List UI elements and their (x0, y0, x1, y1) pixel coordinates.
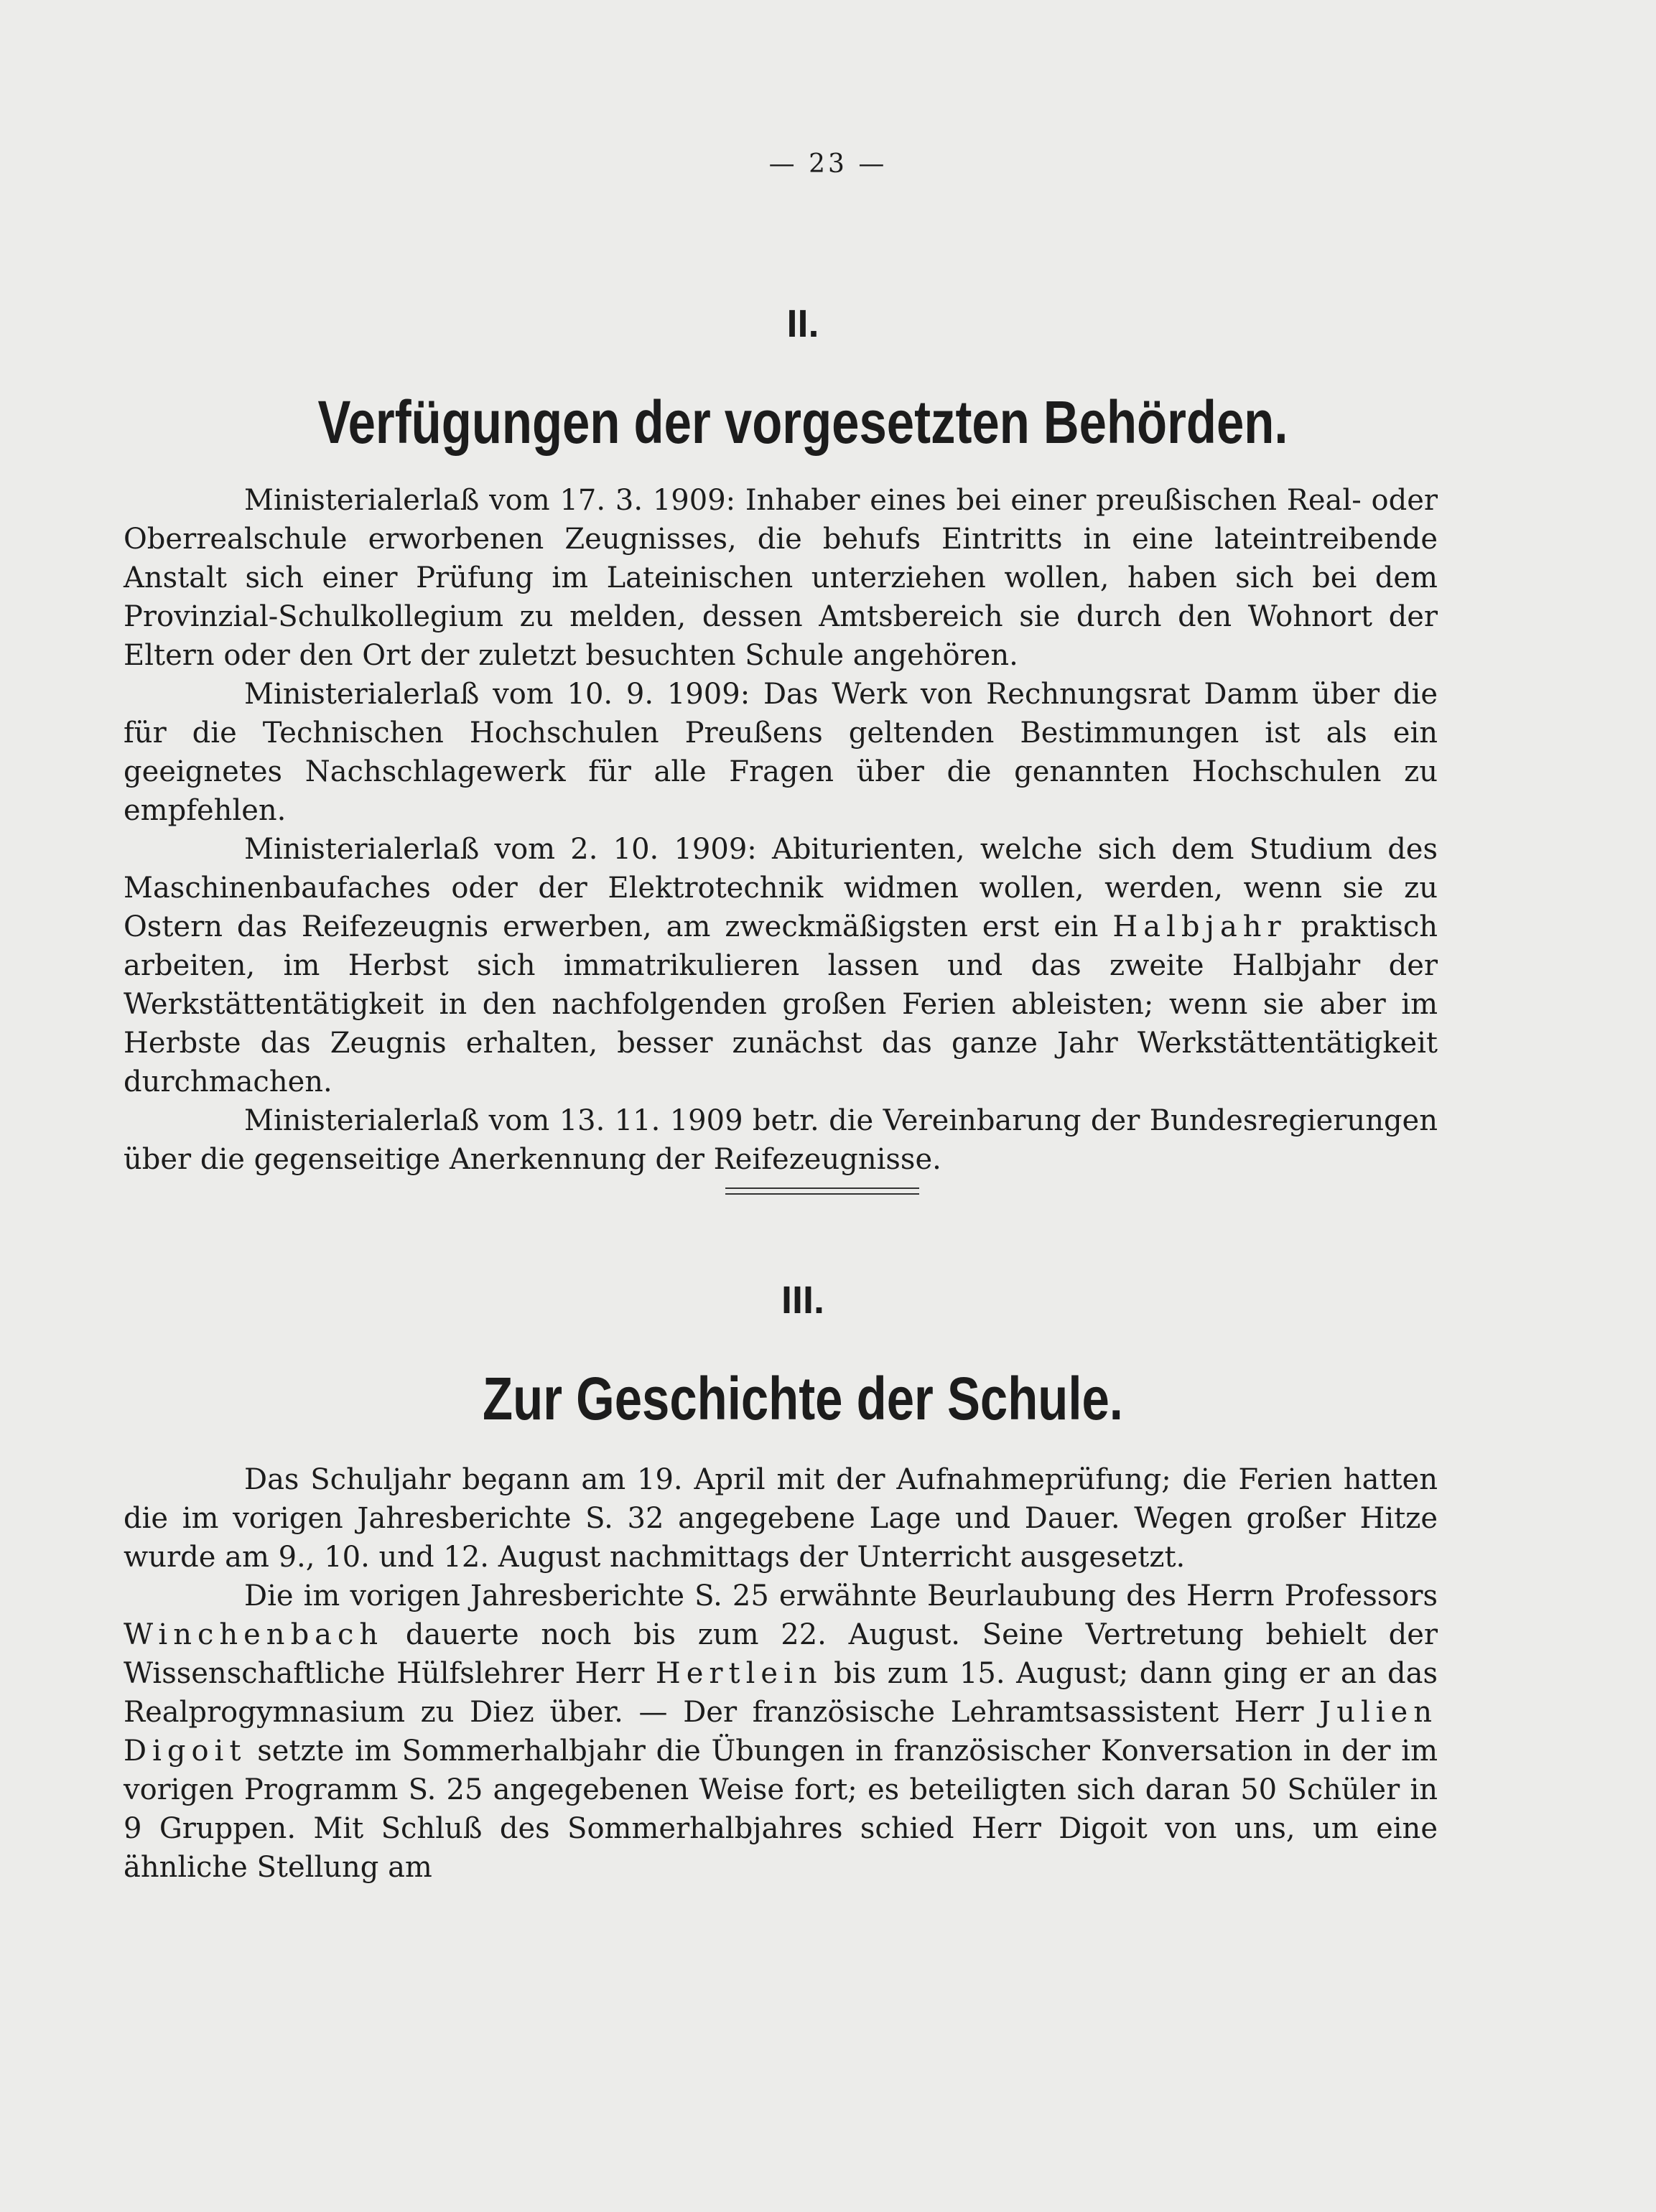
section-divider (725, 1187, 919, 1195)
decree-3-spaced-word: Halbjahr (1112, 910, 1287, 943)
section-2-title: Verfügungen der vorgesetzten Behörden. (317, 388, 1288, 456)
staff-text-3: bis zum 15. August; dann ging er an das Realprogymnasium zu Diez über. — Der französische Lehramtsassistent Herr (124, 1657, 1438, 1729)
page-number: — 23 — (768, 149, 888, 179)
person-name-hertlein: Hertlein (655, 1657, 823, 1690)
staff-text-4: setzte im Sommerhalbjahr die Übungen in französischer Konversation in der im vorigen Programm S. 25 angegebenen Weise fort; es beteiligten sich daran 50 Schüler in 9 Gruppen. Mit Schluß des Sommerhalbjahres schied Herr Digoit von uns, um eine ähnliche Stellung am (124, 1735, 1438, 1884)
paragraph-staff (124, 1577, 1438, 1887)
section-3-title: Zur Geschichte der Schule. (483, 1365, 1123, 1432)
paragraph-decree-3 (124, 830, 1438, 1101)
section-3-body (124, 1460, 1438, 1887)
section-2-numeral: II. (786, 302, 819, 345)
paragraph-decree-1: Ministerialerlaß vom 17. 3. 1909: Inhaber eines bei einer preußischen Real- oder Oberrealschule erworbenen Zeugnisses, die behufs Eintritts in eine lateintreibende Anstalt sich einer Prüfung im Lateinischen unterziehen wollen, haben sich bei dem Provinzial-Schulkollegium zu melden, dessen Amtsbereich sie durch den Wohnort der Eltern oder den Ort der zuletzt besuchten Schule angehören. (124, 484, 1438, 672)
staff-text-1: Die im vorigen Jahresberichte S. 25 erwähnte Beurlaubung des Herrn Professors (244, 1579, 1438, 1613)
paragraph-decree-4: Ministerialerlaß vom 13. 11. 1909 betr. die Vereinbarung der Bundesregierungen über die gegenseitige Anerkennung der Reifezeugnisse. (124, 1104, 1438, 1176)
person-name-winchenbach: Winchenbach (124, 1618, 384, 1651)
staff-text-2: dauerte noch bis zum 22. August. Seine Vertretung behielt der Wissenschaftliche Hülfslehrer Herr (124, 1618, 1438, 1690)
person-name-digoit: Julien Digoit (124, 1696, 1438, 1768)
decree-3-text-b: praktisch arbeiten, im Herbst sich immatrikulieren lassen und das zweite Halbjahr der Werkstättentätigkeit in den nachfolgenden großen Ferien ableisten; wenn sie aber im Herbste das Zeugnis erhalten, besser zunächst das ganze Jahr Werkstättentätigkeit durchmachen. (124, 910, 1438, 1098)
section-3-numeral: III. (781, 1279, 824, 1322)
paragraph-school-year: Das Schuljahr begann am 19. April mit der Aufnahmeprüfung; die Ferien hatten die im vorigen Jahresberichte S. 32 angegebene Lage und Dauer. Wegen großer Hitze wurde am 9., 10. und 12. August nachmittags der Unterricht ausgesetzt. (124, 1463, 1438, 1574)
paragraph-decree-2: Ministerialerlaß vom 10. 9. 1909: Das Werk von Rechnungsrat Damm über die für die Technischen Hochschulen Preußens geltenden Bestimmungen ist als ein geeignetes Nachschlagewerk für alle Fragen über die genannten Hochschulen zu empfehlen. (124, 678, 1438, 827)
section-2-body (124, 481, 1438, 1179)
decree-3-text-a: Ministerialerlaß vom 2. 10. 1909: Abiturienten, welche sich dem Studium des Maschinenbaufaches oder der Elektrotechnik widmen wollen, werden, wenn sie zu Ostern das Reifezeugnis erwerben, am zweckmäßigsten erst ein (124, 833, 1438, 943)
